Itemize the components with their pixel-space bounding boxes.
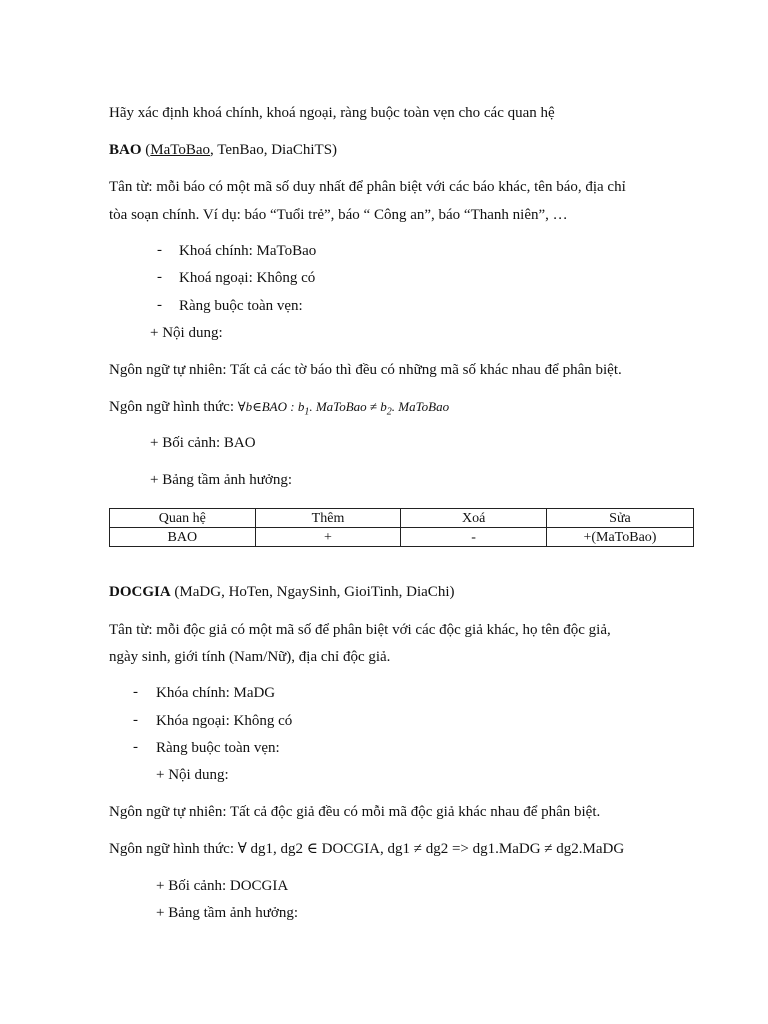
docgia-content-label: + Nội dung:: [156, 767, 229, 783]
table-header-cell: Sửa: [546, 509, 693, 528]
docgia-primary-key: Khóa chính: MaDG: [156, 685, 276, 701]
bao-attr-open: (: [141, 142, 151, 158]
intro-text: Hãy xác định khoá chính, khoá ngoại, ràng buộc toàn vẹn cho các quan hệ: [109, 105, 555, 121]
bullet-dash: -: [157, 242, 162, 258]
docgia-relation-name: DOCGIA: [109, 584, 171, 600]
docgia-attributes: (MaDG, HoTen, NgaySinh, GioiTinh, DiaChi): [170, 584, 455, 600]
bao-context: + Bối cảnh: BAO: [150, 435, 256, 451]
table-header-cell: Quan hệ: [110, 509, 256, 528]
docgia-integrity-constraint: Ràng buộc toàn vẹn:: [156, 740, 280, 756]
bao-formal-expression: ∀b∈BAO : $b_1$. MaToBao ≠ $b_2$. MaToBao: [237, 399, 450, 418]
table-cell: BAO: [110, 528, 256, 547]
bullet-dash: -: [157, 269, 162, 285]
docgia-description-line-1: Tân từ: mỗi độc giả có một mã số để phân biệt với các độc giả khác, họ tên độc giả,: [109, 622, 611, 638]
bao-content-label: + Nội dung:: [150, 325, 223, 341]
bao-primary-key-attr: MaToBao: [150, 142, 211, 158]
bao-formal-language: [109, 398, 449, 422]
docgia-context: + Bối cảnh: DOCGIA: [156, 878, 289, 894]
docgia-relation-heading: [109, 583, 454, 601]
docgia-foreign-key: Khóa ngoại: Không có: [156, 713, 293, 729]
bao-impact-table-label: + Bảng tầm ảnh hưởng:: [150, 472, 293, 488]
docgia-formal-language: Ngôn ngữ hình thức: ∀ dg1, dg2 ∈ DOCGIA, dg1 ≠ dg2 => dg1.MaDG ≠ dg2.MaDG: [109, 841, 625, 857]
table-cell: +(MaToBao): [546, 528, 693, 547]
table-cell: +: [255, 528, 401, 547]
table-header-cell: Xoá: [401, 509, 547, 528]
bullet-dash: -: [133, 739, 138, 755]
bullet-dash: -: [133, 712, 138, 728]
bao-description-line-2: tòa soạn chính. Ví dụ: báo “Tuổi trẻ”, báo “ Công an”, báo “Thanh niên”, …: [109, 207, 568, 223]
bao-attr-rest: , TenBao, DiaChiTS): [210, 142, 338, 158]
bullet-dash: -: [157, 297, 162, 313]
table-row: [110, 528, 694, 547]
bao-impact-table: [109, 508, 694, 547]
table-header-row: [110, 509, 694, 528]
bao-natural-language: Ngôn ngữ tự nhiên: Tất cả các tờ báo thì đều có những mã số khác nhau để phân biệt.: [109, 362, 622, 378]
bao-relation-heading: [109, 141, 337, 159]
bullet-dash: -: [133, 684, 138, 700]
bao-primary-key: Khoá chính: MaToBao: [179, 243, 317, 259]
docgia-description-line-2: ngày sinh, giới tính (Nam/Nữ), địa chỉ độc giả.: [109, 649, 391, 665]
docgia-natural-language: Ngôn ngữ tự nhiên: Tất cả độc giả đều có mỗi mã độc giả khác nhau để phân biệt.: [109, 804, 601, 820]
table-cell: -: [401, 528, 547, 547]
bao-description-line-1: Tân từ: mỗi báo có một mã số duy nhất để phân biệt với các báo khác, tên báo, địa chỉ: [109, 179, 626, 195]
bao-relation-name: BAO: [109, 142, 142, 158]
bao-formal-label: Ngôn ngữ hình thức:: [109, 399, 238, 415]
bao-foreign-key: Khoá ngoại: Không có: [179, 270, 316, 286]
table-header-cell: Thêm: [255, 509, 401, 528]
docgia-impact-table-label: + Bảng tầm ảnh hưởng:: [156, 905, 299, 921]
bao-integrity-constraint: Ràng buộc toàn vẹn:: [179, 298, 303, 314]
